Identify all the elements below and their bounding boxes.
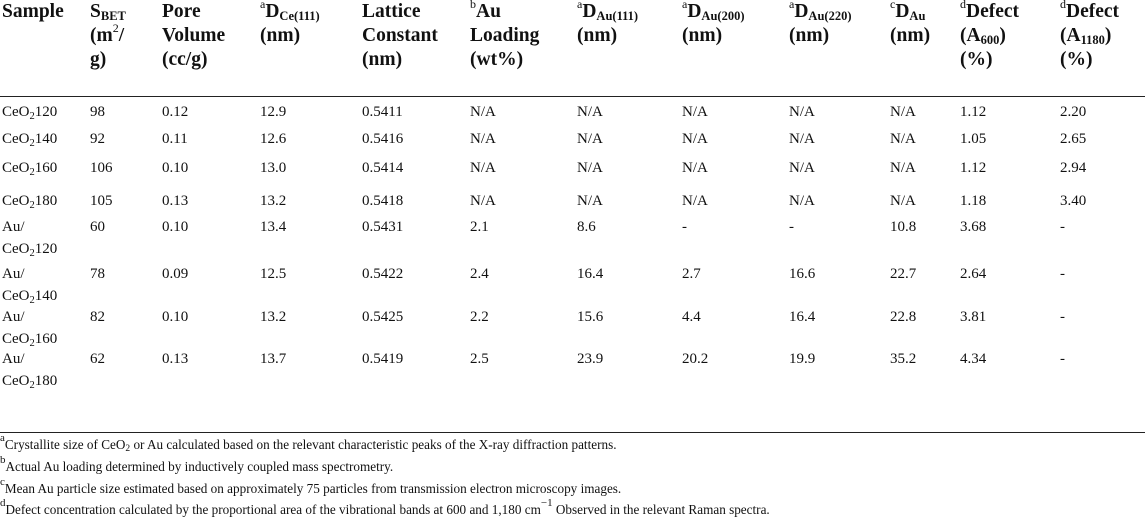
table-cell: 13.2 (260, 193, 287, 209)
table-cell: 2.65 (1060, 131, 1087, 147)
table-cell: N/A (890, 160, 916, 176)
table-cell: 0.5422 (362, 266, 404, 282)
sample-cell: CeO$_2$160 (2, 160, 58, 178)
table-cell: 4.34 (960, 351, 987, 367)
table-bottom-rule (0, 432, 1145, 433)
sample-cell: Au/ CeO$_2$140 (2, 266, 58, 306)
sample-cell: Au/ CeO$_2$120 (2, 219, 58, 259)
table-cell: 23.9 (577, 351, 604, 367)
table-cell: 0.10 (162, 160, 189, 176)
table-cell: 0.5425 (362, 309, 404, 325)
table-cell: 3.68 (960, 219, 987, 235)
column-header: $^aD_{Ce(111)}$ (nm) (260, 0, 320, 46)
table-cell: 12.6 (260, 131, 287, 147)
table-cell: 20.2 (682, 351, 709, 367)
table-cell: N/A (789, 193, 815, 209)
table-cell: 60 (90, 219, 105, 235)
column-header: $^aD_{Au(200)}$ (nm) (682, 0, 745, 46)
table-cell: - (682, 219, 687, 235)
footnote: $^c$Mean Au particle size estimated based on approximately 75 particles from transmission electron microscopy images. (0, 476, 622, 496)
table-cell: 82 (90, 309, 105, 325)
table-cell: 0.12 (162, 104, 189, 120)
table-cell: 2.7 (682, 266, 701, 282)
table-cell: N/A (577, 193, 603, 209)
table-cell: 3.40 (1060, 193, 1087, 209)
table-cell: N/A (789, 160, 815, 176)
column-header: $^d$Defect $(A_{600})$ (%) (960, 0, 1020, 70)
table-cell: 78 (90, 266, 105, 282)
table-cell: - (1060, 309, 1065, 325)
table-cell: 3.81 (960, 309, 987, 325)
table-cell: 0.10 (162, 219, 189, 235)
table-cell: 8.6 (577, 219, 596, 235)
table-cell: 2.1 (470, 219, 489, 235)
table-cell: 2.20 (1060, 104, 1087, 120)
column-header: $^cD_{Au}$ (nm) (890, 0, 931, 46)
table-cell: 0.10 (162, 309, 189, 325)
table-cell: N/A (789, 104, 815, 120)
table-cell: - (789, 219, 794, 235)
table-cell: N/A (890, 193, 916, 209)
table-cell: N/A (470, 193, 496, 209)
table-cell: N/A (682, 131, 708, 147)
table-cell: - (1060, 266, 1065, 282)
table-cell: N/A (577, 131, 603, 147)
table-cell: - (1060, 351, 1065, 367)
table-cell: 13.0 (260, 160, 287, 176)
table-cell: 19.9 (789, 351, 816, 367)
sample-cell: CeO$_2$140 (2, 131, 58, 149)
table-cell: N/A (577, 104, 603, 120)
table-cell: N/A (577, 160, 603, 176)
table-cell: 62 (90, 351, 105, 367)
column-header: $^aD_{Au(111)}$ (nm) (577, 0, 639, 46)
table-cell: 13.2 (260, 309, 287, 325)
column-header: $^b$Au Loading (wt%) (470, 0, 540, 70)
column-header: Sample (2, 1, 64, 22)
table-cell: 105 (90, 193, 113, 209)
table-cell: 10.8 (890, 219, 917, 235)
table-cell: 0.5414 (362, 160, 404, 176)
table-cell: N/A (789, 131, 815, 147)
table-cell: 92 (90, 131, 105, 147)
footnote: $^b$Actual Au loading determined by inductively coupled mass spectrometry. (0, 454, 394, 474)
table-cell: 2.4 (470, 266, 489, 282)
sample-cell: Au/ CeO$_2$160 (2, 309, 58, 349)
table-cell: N/A (682, 193, 708, 209)
table-cell: 0.13 (162, 351, 189, 367)
table-cell: N/A (890, 104, 916, 120)
table-cell: 0.5416 (362, 131, 404, 147)
table-cell: 16.4 (789, 309, 816, 325)
table-cell: N/A (470, 104, 496, 120)
table-cell: 0.5419 (362, 351, 404, 367)
table-cell: 1.05 (960, 131, 987, 147)
table-cell: 13.4 (260, 219, 287, 235)
table-cell: 98 (90, 104, 105, 120)
table-cell: 2.5 (470, 351, 489, 367)
table-cell: 2.64 (960, 266, 987, 282)
column-header: $^d$Defect $(A_{1180})$ (%) (1060, 0, 1120, 70)
table-cell: 15.6 (577, 309, 604, 325)
table-cell: 0.11 (162, 131, 188, 147)
table-cell: 22.8 (890, 309, 917, 325)
table-cell: N/A (470, 131, 496, 147)
column-header: $S_{BET}$ ($m^2/$ g) (90, 1, 126, 70)
table-cell: 13.7 (260, 351, 287, 367)
table-cell: 0.5411 (362, 104, 403, 120)
table-cell: 2.2 (470, 309, 489, 325)
table-cell: N/A (682, 104, 708, 120)
sample-cell: CeO$_2$180 (2, 193, 58, 211)
table-cell: 4.4 (682, 309, 701, 325)
table-cell: 35.2 (890, 351, 917, 367)
table-cell: 1.18 (960, 193, 987, 209)
table-cell: 12.5 (260, 266, 287, 282)
footnote: $^d$Defect concentration calculated by the proportional area of the vibrational bands at 600 and 1,180 $cm^{-1}$ Observed in the relevant Raman spectra. (0, 497, 770, 517)
table-cell: - (1060, 219, 1065, 235)
table-cell: 1.12 (960, 104, 987, 120)
table-cell: 106 (90, 160, 113, 176)
table-cell: N/A (470, 160, 496, 176)
table-cell: 12.9 (260, 104, 287, 120)
column-header: Pore Volume (cc/g) (162, 1, 226, 70)
table-cell: 22.7 (890, 266, 917, 282)
table-cell: N/A (890, 131, 916, 147)
sample-cell: Au/ CeO$_2$180 (2, 351, 58, 391)
column-header: Lattice Constant (nm) (362, 1, 438, 70)
table-cell: 0.09 (162, 266, 189, 282)
table-cell: N/A (682, 160, 708, 176)
table-cell: 2.94 (1060, 160, 1087, 176)
table-cell: 0.5418 (362, 193, 404, 209)
sample-cell: CeO$_2$120 (2, 104, 58, 122)
header-rule (0, 96, 1145, 97)
table-cell: 1.12 (960, 160, 987, 176)
footnote: $^a$Crystallite size of CeO$_2$ or Au calculated based on the relevant characteristic peaks of the X-ray diffraction patterns. (0, 432, 617, 454)
table-cell: 16.6 (789, 266, 816, 282)
table-cell: 16.4 (577, 266, 604, 282)
table-cell: 0.13 (162, 193, 189, 209)
column-header: $^aD_{Au(220)}$ (nm) (789, 0, 852, 46)
table-cell: 0.5431 (362, 219, 404, 235)
